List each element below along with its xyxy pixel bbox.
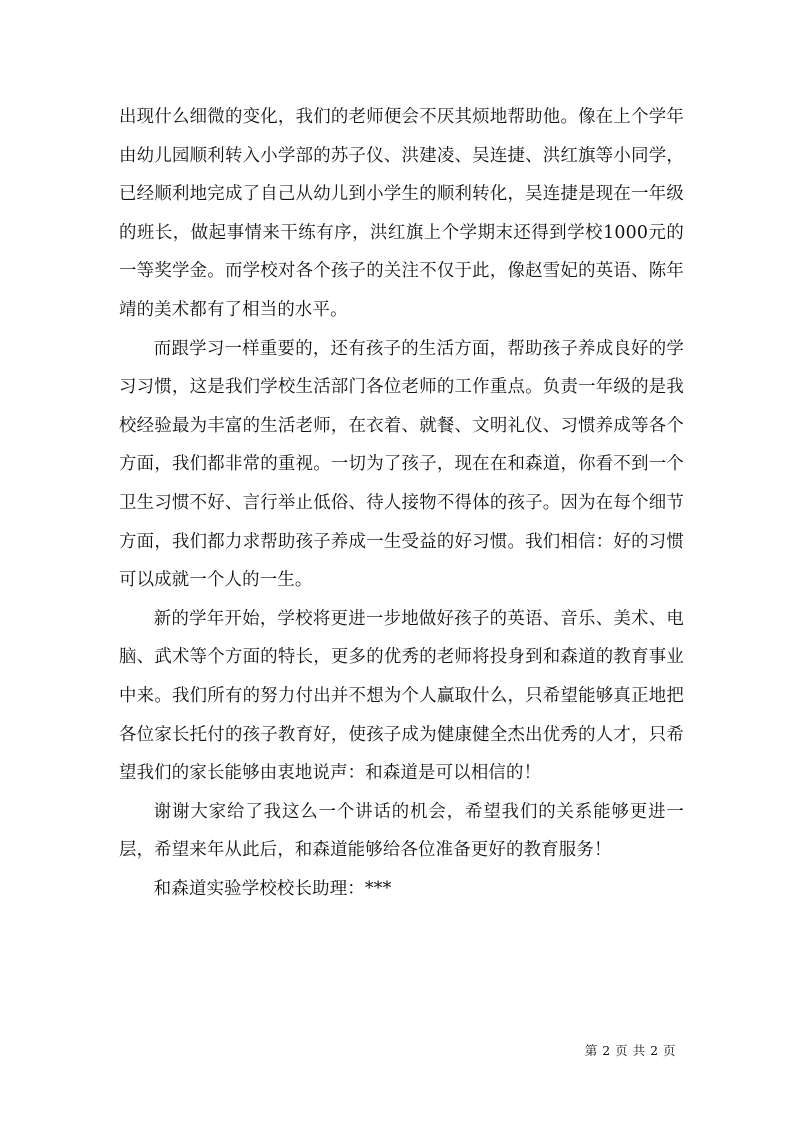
page-number: 第 2 页 共 2 页 (584, 1043, 676, 1058)
paragraph-thanks: 谢谢大家给了我这么一个讲话的机会，希望我们的关系能够更进一层，希望来年从此后，和森道能够给各位准备更好的教育服务！ (119, 801, 684, 861)
paragraph-life-habits: 而跟学习一样重要的，还有孩子的生活方面，帮助孩子养成良好的学习习惯，这是我们学校生活部门各位老师的工作重点。负责一年级的是我校经验最为丰富的生活老师，在衣着、就餐、文明礼仪、习惯养成等各个方面，我们都非常的重视。一切为了孩子，现在在和森道，你看不到一个卫生习惯不好、言行举止低俗、待人接物不得体的孩子。因为在每个细节方面，我们都力求帮助孩子养成一生受益的好习惯。我们相信：好的习惯可以成就一个人的一生。 (119, 338, 684, 591)
paragraph-new-school-year: 新的学年开始，学校将更进一步地做好孩子的英语、音乐、美术、电脑、武术等个方面的特长，更多的优秀的老师将投身到和森道的教育事业中来。我们所有的努力付出并不想为个人赢取什么，只希望能够真正地把各位家长托付的孩子教育好，使孩子成为健康健全杰出优秀的人才，只希望我们的家长能够由衷地说声：和森道是可以相信的！ (119, 608, 684, 784)
signature-line: 和森道实验学校校长助理：*** (153, 878, 392, 899)
document-body (119, 98, 684, 908)
paragraph-continuation: 出现什么细微的变化，我们的老师便会不厌其烦地帮助他。像在上个学年由幼儿园顺利转入小学部的苏子仪、洪建凌、吴连捷、洪红旗等小同学，已经顺利地完成了自己从幼儿到小学生的顺利转化，吴连捷是现在一年级的班长，做起事情来干练有序，洪红旗上个学期末还得到学校1000元的一等奖学金。而学校对各个孩子的关注不仅于此，像赵雪妃的英语、陈年靖的美术都有了相当的水平。 (119, 107, 684, 320)
